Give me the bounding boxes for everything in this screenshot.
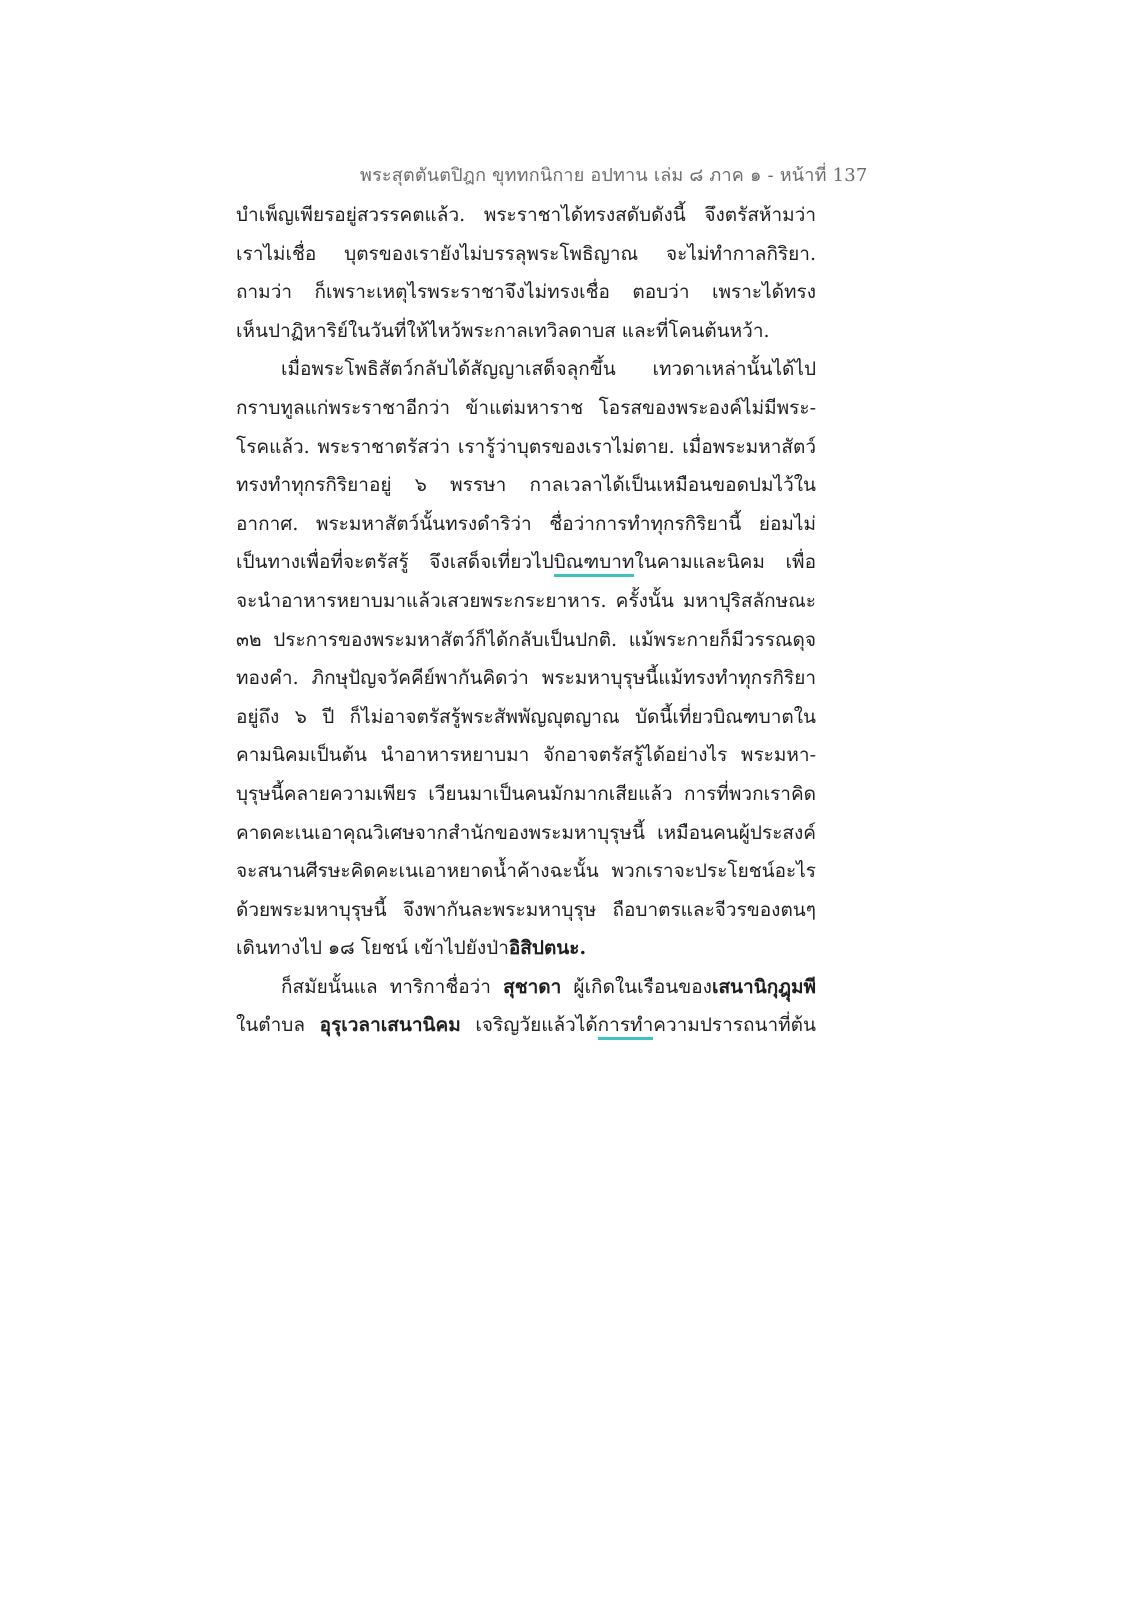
place-name-uruvela: อุรุเวลาเสนานิคม xyxy=(319,1014,461,1037)
highlighted-word: บิณฑบาท xyxy=(554,551,635,577)
text-line-14: อยู่ถึง ๖ ปี ก็ไม่อาจตรัสรู้พระสัพพัญญุตญาณ บัดนี้เที่ยวบิณฑบาตใน xyxy=(236,705,816,728)
text-line-7: โรคแล้ว. พระราชาตรัสว่า เรารู้ว่าบุตรของเราไม่ตาย. เมื่อพระมหาสัตว์ xyxy=(236,435,816,458)
body-text xyxy=(236,196,816,1045)
text-line-5: เมื่อพระโพธิสัตว์กลับได้สัญญาเสด็จลุกขึ้น เทวดาเหล่านั้นได้ไป xyxy=(281,358,816,381)
text-line-18: จะสนานศีรษะคิดคะเนเอาหยาดน้ำค้างฉะนั้น พวกเราจะประโยชน์อะไร xyxy=(236,860,816,883)
text-line-17: คาดคะเนเอาคุณวิเศษจากสำนักของพระมหาบุรุษนี้ เหมือนคนผู้ประสงค์ xyxy=(236,821,816,844)
text-segment: ความปรารถนาที่ต้น xyxy=(653,1014,816,1037)
text-line-1: บำเพ็ญเพียรอยู่สวรรคตแล้ว. พระราชาได้ทรงสดับดังนี้ จึงตรัสห้ามว่า xyxy=(236,204,816,226)
text-line-9: อากาศ. พระมหาสัตว์นั้นทรงดำริว่า ชื่อว่าการทำทุกรกิริยานี้ ย่อมไม่ xyxy=(236,512,816,535)
highlighted-word: การทำ xyxy=(598,1014,654,1040)
text-segment: ผู้เกิดในเรือนของ xyxy=(561,975,712,998)
text-line-13: ทองคำ. ภิกษุปัญจวัคคีย์พากันคิดว่า พระมหาบุรุษนี้แม้ทรงทำทุกรกิริยา xyxy=(236,667,816,690)
name-sujata: สุชาดา xyxy=(503,975,562,998)
text-line-3: ถามว่า ก็เพราะเหตุไรพระราชาจึงไม่ทรงเชื่อ ตอบว่า เพราะได้ทรง xyxy=(236,281,816,304)
text-line-21 xyxy=(236,968,816,1007)
text-line-22 xyxy=(236,1006,816,1045)
text-line-8: ทรงทำทุกรกิริยาอยู่ ๖ พรรษา กาลเวลาได้เป็นเหมือนขอดปมไว้ใน xyxy=(236,474,816,497)
text-line-20 xyxy=(236,929,816,968)
text-line-12: ๓๒ ประการของพระมหาสัตว์ก็ได้กลับเป็นปกติ. แม้พระกายก็มีวรรณดุจ xyxy=(236,628,816,651)
name-senani-kutumbi: เสนานิกุฎุมพี xyxy=(711,975,816,998)
running-header: พระสุตตันตปิฎก ขุททกนิกาย อปทาน เล่ม ๘ ภาค ๑ - หน้าที่ 137 xyxy=(360,165,868,186)
text-segment: เป็นทางเพื่อที่จะตรัสรู้ จึงเสด็จเที่ยวไป xyxy=(236,551,554,574)
text-line-2: เราไม่เชื่อ บุตรของเรายังไม่บรรลุพระโพธิญาณ จะไม่ทำกาลกิริยา. xyxy=(236,242,816,265)
place-name-isipatana: อิสิปตนะ. xyxy=(508,937,587,960)
text-line-16: บุรุษนี้คลายความเพียร เวียนมาเป็นคนมักมากเสียแล้ว การที่พวกเราคิด xyxy=(236,782,816,805)
text-line-6: กราบทูลแก่พระราชาอีกว่า ข้าแต่มหาราช โอรสของพระองค์ไม่มีพระ- xyxy=(236,396,816,419)
text-line-4: เห็นปาฏิหาริย์ในวันที่ให้ไหว้พระกาลเทวิลดาบส และที่โคนต้นหว้า. xyxy=(236,319,770,342)
text-segment: ก็สมัยนั้นแล ทาริกาชื่อว่า xyxy=(281,975,504,998)
text-segment: เจริญวัยแล้วได้ xyxy=(460,1014,598,1037)
text-segment: ในคามและนิคม เพื่อ xyxy=(634,551,816,574)
text-segment: ในตำบล xyxy=(236,1014,320,1037)
text-line-15: คามนิคมเป็นต้น นำอาหารหยาบมา จักอาจตรัสรู้ได้อย่างไร พระมหา- xyxy=(236,744,816,767)
text-line-19: ด้วยพระมหาบุรุษนี้ จึงพากันละพระมหาบุรุษ ถือบาตรและจีวรของตนๆ xyxy=(236,898,816,921)
text-line-10 xyxy=(236,543,816,582)
text-line-11: จะนำอาหารหยาบมาแล้วเสวยพระกระยาหาร. ครั้งนั้น มหาปุริสลักษณะ xyxy=(236,589,816,612)
text-segment: เดินทางไป ๑๘ โยชน์ เข้าไปยังป่า xyxy=(236,937,509,960)
